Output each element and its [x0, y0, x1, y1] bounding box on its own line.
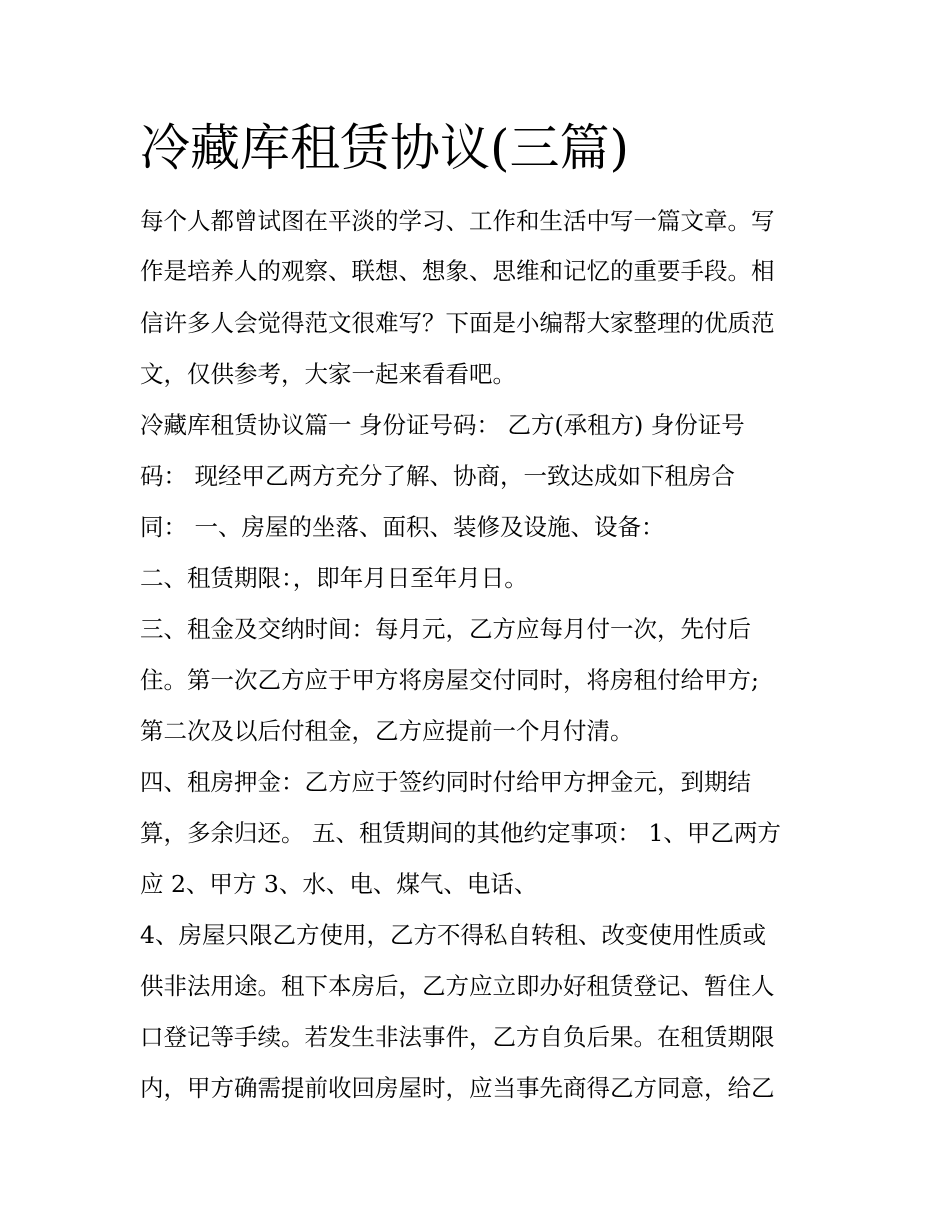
body-line: 第二次及以后付租金，乙方应提前一个月付清。 — [140, 717, 634, 745]
body-line: 供非法用途。租下本房后，乙方应立即办好租赁登记、暂住人 — [140, 972, 775, 1000]
body-line: 算，多余归还。 五、租赁期间的其他约定事项： 1、甲乙两方 — [140, 819, 781, 847]
body-line: 应 2、甲方 3、水、电、煤气、电话、 — [140, 870, 538, 898]
document-title: 冷藏库租赁协议(三篇) — [140, 119, 630, 177]
body-line: 码： 现经甲乙两方充分了解、协商，一致达成如下租房合 — [140, 462, 735, 490]
body-line: 冷藏库租赁协议篇一 身份证号码： 乙方(承租方) 身份证号 — [140, 411, 745, 439]
body-line: 4、房屋只限乙方使用，乙方不得私自转租、改变使用性质或 — [140, 921, 766, 949]
body-line: 二、租赁期限：，即年月日至年月日。 — [140, 564, 528, 592]
body-line: 信许多人会觉得范文很难写？下面是小编帮大家整理的优质范 — [140, 309, 775, 337]
body-line: 每个人都曾试图在平淡的学习、工作和生活中写一篇文章。写 — [140, 207, 775, 235]
body-line: 内，甲方确需提前收回房屋时，应当事先商得乙方同意，给乙 — [140, 1074, 775, 1102]
body-line: 作是培养人的观察、联想、想象、思维和记忆的重要手段。相 — [140, 257, 775, 285]
body-line: 口登记等手续。若发生非法事件，乙方自负后果。在租赁期限 — [140, 1023, 775, 1051]
body-line: 三、租金及交纳时间：每月元，乙方应每月付一次，先付后 — [140, 615, 751, 643]
body-line: 文，仅供参考，大家一起来看看吧。 — [140, 360, 516, 388]
body-line: 四、租房押金：乙方应于签约同时付给甲方押金元，到期结 — [140, 768, 751, 796]
body-line: 同： 一、房屋的坐落、面积、装修及设施、设备： — [140, 513, 665, 541]
body-line: 住。第一次乙方应于甲方将房屋交付同时，将房租付给甲方; — [140, 666, 759, 694]
